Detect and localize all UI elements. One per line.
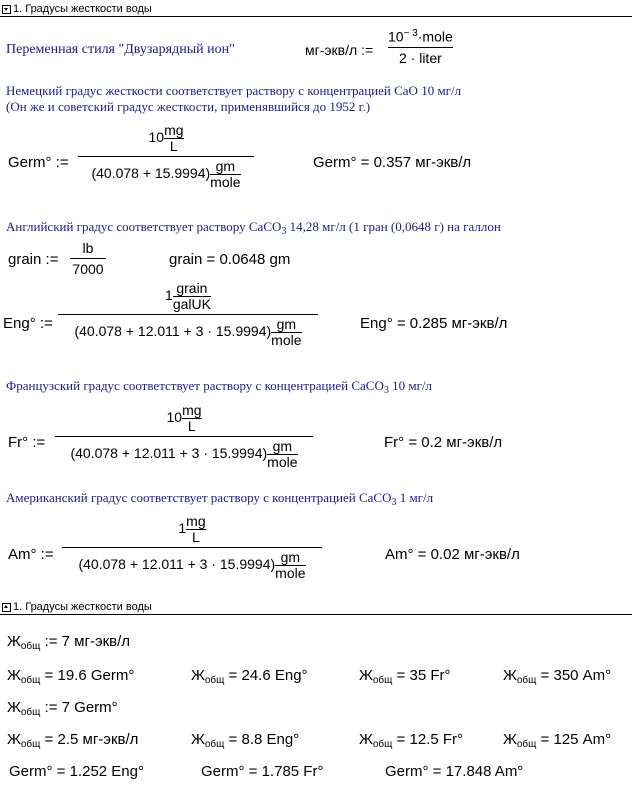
germ-result: Germ° = 0.357 мг-экв/л bbox=[313, 154, 472, 171]
expand-arrow-icon[interactable] bbox=[2, 603, 11, 612]
am-result: Am° = 0.02 мг-экв/л bbox=[385, 546, 520, 563]
fr-result: Fr° = 0.2 мг-экв/л bbox=[384, 434, 503, 451]
zh-result-am: $Ж_{общ} = 350$ Am° bbox=[503, 667, 612, 686]
region-title: 1. Градусы жесткости воды bbox=[13, 601, 152, 613]
eng-result: Eng° = 0.285 мг-экв/л bbox=[360, 315, 508, 332]
germ-to-fr: Germ° = 1.785 Fr° bbox=[201, 763, 324, 780]
region-title: 1. Градусы жесткости воды bbox=[13, 3, 152, 15]
zh2-result-eng: $Ж_{общ} = 8.8$ Eng° bbox=[191, 731, 300, 750]
region-header-top[interactable] bbox=[0, 2, 632, 17]
germ-definition-fraction: 10 $\frac{mg}{L}$ (40.078 + 15.9994) $\frac{gm}{\text{mole}}$ bbox=[78, 123, 254, 190]
eng-note: Английский градус соответствует раствору CaCO$_3$ 14,28 мг/л (1 гран (0,0648 г) на галлон bbox=[6, 219, 501, 237]
zh-definition-germ: $Ж_{общ}$ := 7 Germ° bbox=[7, 699, 118, 718]
germ-note-line2: (Он же и советский градус жесткости, применявшийся до 1952 г.) bbox=[6, 99, 371, 114]
mgekv-definition-fraction: $10^{- 3}\cdot mole$ 2 · liter bbox=[388, 28, 453, 66]
zh2-result-am: $Ж_{общ} = 125$ Am° bbox=[503, 731, 612, 750]
eng-definition-lhs: Eng° := bbox=[3, 315, 53, 332]
zh-result-eng: $Ж_{общ} = 24.6$ Eng° bbox=[191, 667, 308, 686]
am-definition-fraction: 1 $\frac{mg}{L}$ (40.078 + 12.011 + 3 · 15.9994) $\frac{gm}{\text{mole}}$ bbox=[62, 514, 322, 581]
fr-note: Французский градус соответствует раствору с концентрацией CaCO$_3$ 10 мг/л bbox=[6, 378, 433, 396]
germ-note-line1: Немецкий градус жесткости соответствует раствору с концентрацией CaO 10 мг/л bbox=[6, 83, 462, 98]
zh-definition-mgekv: $Ж_{общ}$ := 7 мг-экв/л bbox=[7, 633, 131, 652]
grain-definition-fraction: lb 7000 bbox=[70, 240, 106, 277]
fr-definition-lhs: Fr° := bbox=[8, 434, 46, 451]
germ-definition-lhs: Germ° := bbox=[8, 154, 69, 171]
fr-definition-fraction: 10 $\frac{mg}{L}$ (40.078 + 12.011 + 3 · 15.9994) $\frac{gm}{\text{mole}}$ bbox=[55, 403, 313, 470]
zh-result-fr: $Ж_{общ} = 35$ Fr° bbox=[359, 667, 451, 686]
eng-definition-fraction: 1 $\frac{\text{grain}}{\text{galUK}}$ (40.078 + 12.011 + 3 · 15.9994) $\frac{gm}{\text{mole}}$ bbox=[58, 281, 318, 348]
mgekv-definition-lhs: мг-экв/л := bbox=[305, 42, 374, 58]
zh-result-germ: $Ж_{общ} = 19.6$ Germ° bbox=[7, 667, 135, 686]
region-header-bottom[interactable] bbox=[0, 600, 632, 615]
variable-style-text: Переменная стиля "Двузарядный ион" bbox=[6, 42, 235, 57]
am-note: Американский градус соответствует раствору с концентрацией CaCO$_3$ 1 мг/л bbox=[6, 490, 434, 508]
collapse-arrow-icon[interactable] bbox=[2, 5, 11, 14]
grain-definition-lhs: grain := bbox=[8, 251, 59, 268]
germ-to-eng: Germ° = 1.252 Eng° bbox=[9, 763, 144, 780]
germ-to-am: Germ° = 17.848 Am° bbox=[385, 763, 524, 780]
am-definition-lhs: Am° := bbox=[8, 546, 54, 563]
zh2-result-mgekv: $Ж_{общ} = 2.5$ мг-экв/л bbox=[7, 731, 139, 750]
zh2-result-fr: $Ж_{общ} = 12.5$ Fr° bbox=[359, 731, 464, 750]
grain-result: grain = 0.0648 gm bbox=[169, 251, 291, 268]
